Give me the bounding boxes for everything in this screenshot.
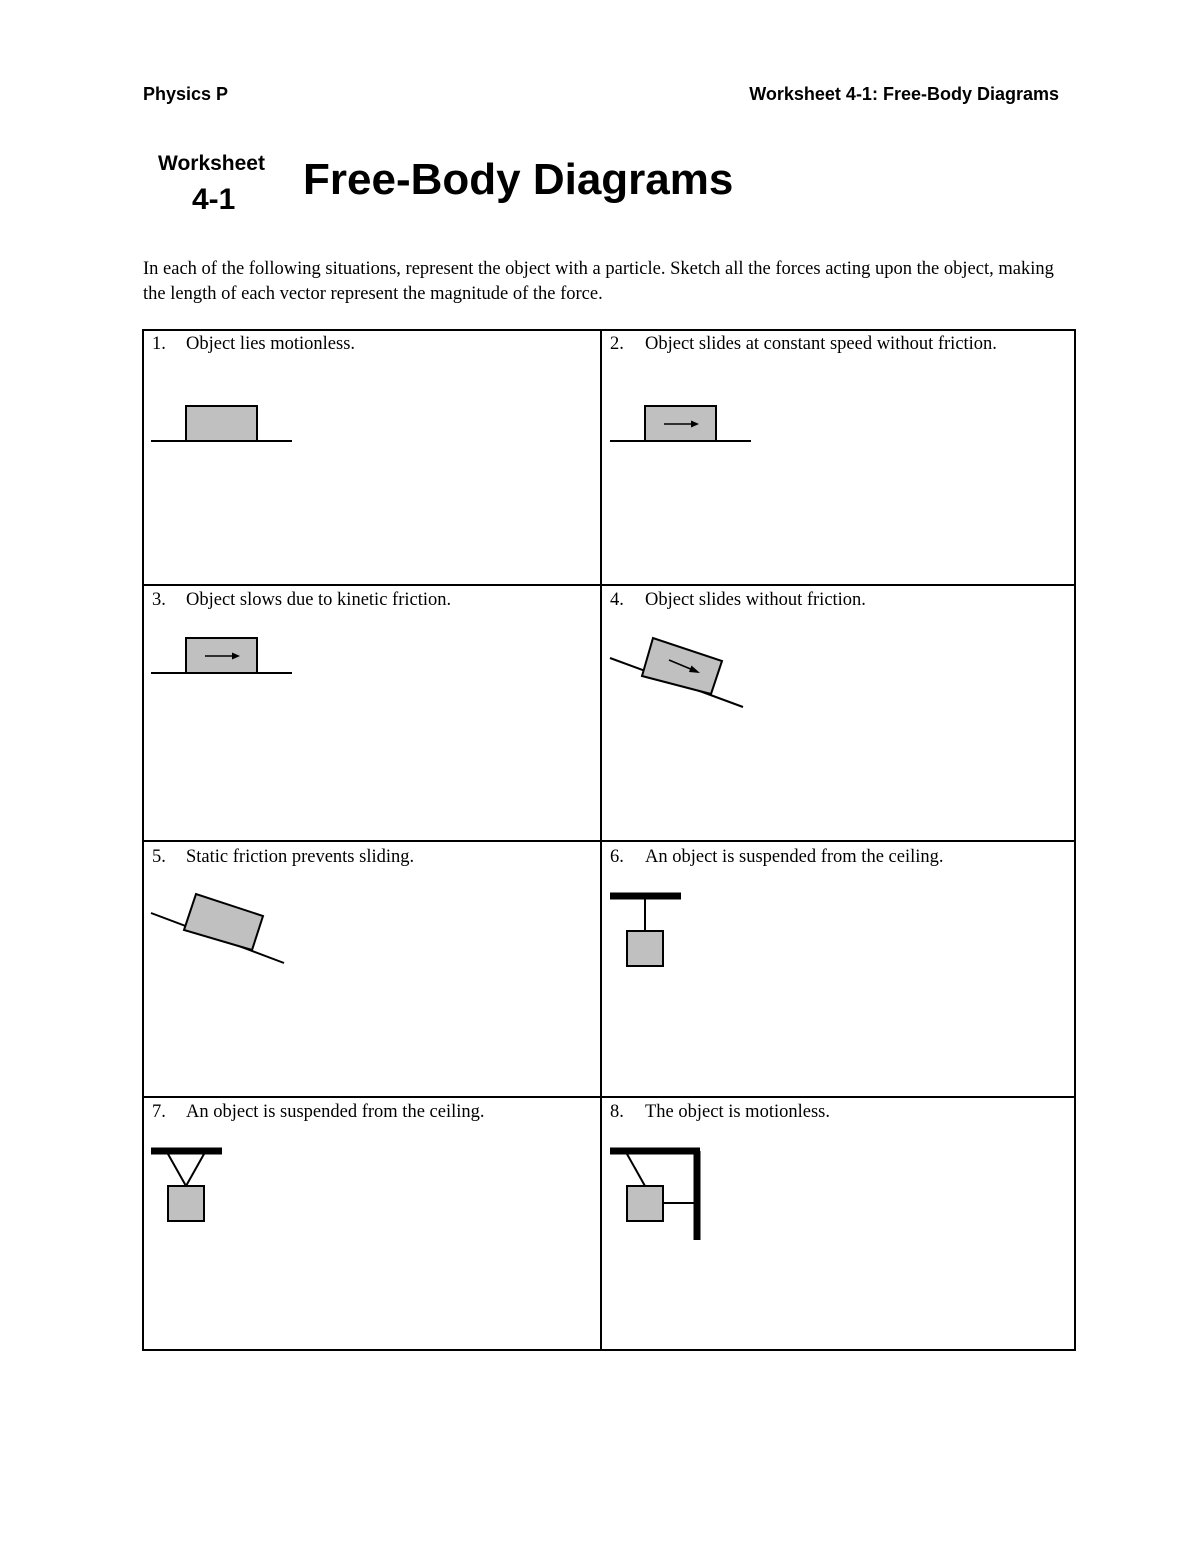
worksheet-header: Worksheet 4-1: Free-Body Diagrams [749,84,1059,104]
problem-4-number: 4. [610,590,624,610]
problem-2-text: Object slides at constant speed without friction. [645,334,997,354]
problem-8-text: The object is motionless. [645,1102,830,1122]
problem-5-text: Static friction prevents sliding. [186,847,415,867]
problem-6-number: 6. [610,847,624,867]
course-header: Physics P [143,84,229,104]
worksheet-label: Worksheet [158,152,265,175]
instructions: In each of the following situations, represent the object with a particle. Sketch all the forces acting upon the object, making the length of each vector represent the magnitude of the force. [143,259,1054,304]
problem-7-text: An object is suspended from the ceiling. [186,1102,485,1122]
page-title: Free-Body Diagrams [303,155,734,204]
problem-6-text: An object is suspended from the ceiling. [645,847,944,867]
problem-4-text: Object slides without friction. [645,590,866,610]
problem-7-number: 7. [152,1102,166,1122]
problem-3-text: Object slows due to kinetic friction. [186,590,452,610]
problem-5-number: 5. [152,847,166,867]
problem-2-number: 2. [610,334,624,354]
problem-1-number: 1. [152,334,166,354]
worksheet-number: 4-1 [192,183,236,216]
problem-8-number: 8. [610,1102,624,1122]
problem-3-number: 3. [152,590,166,610]
problem-1-text: Object lies motionless. [186,334,356,354]
